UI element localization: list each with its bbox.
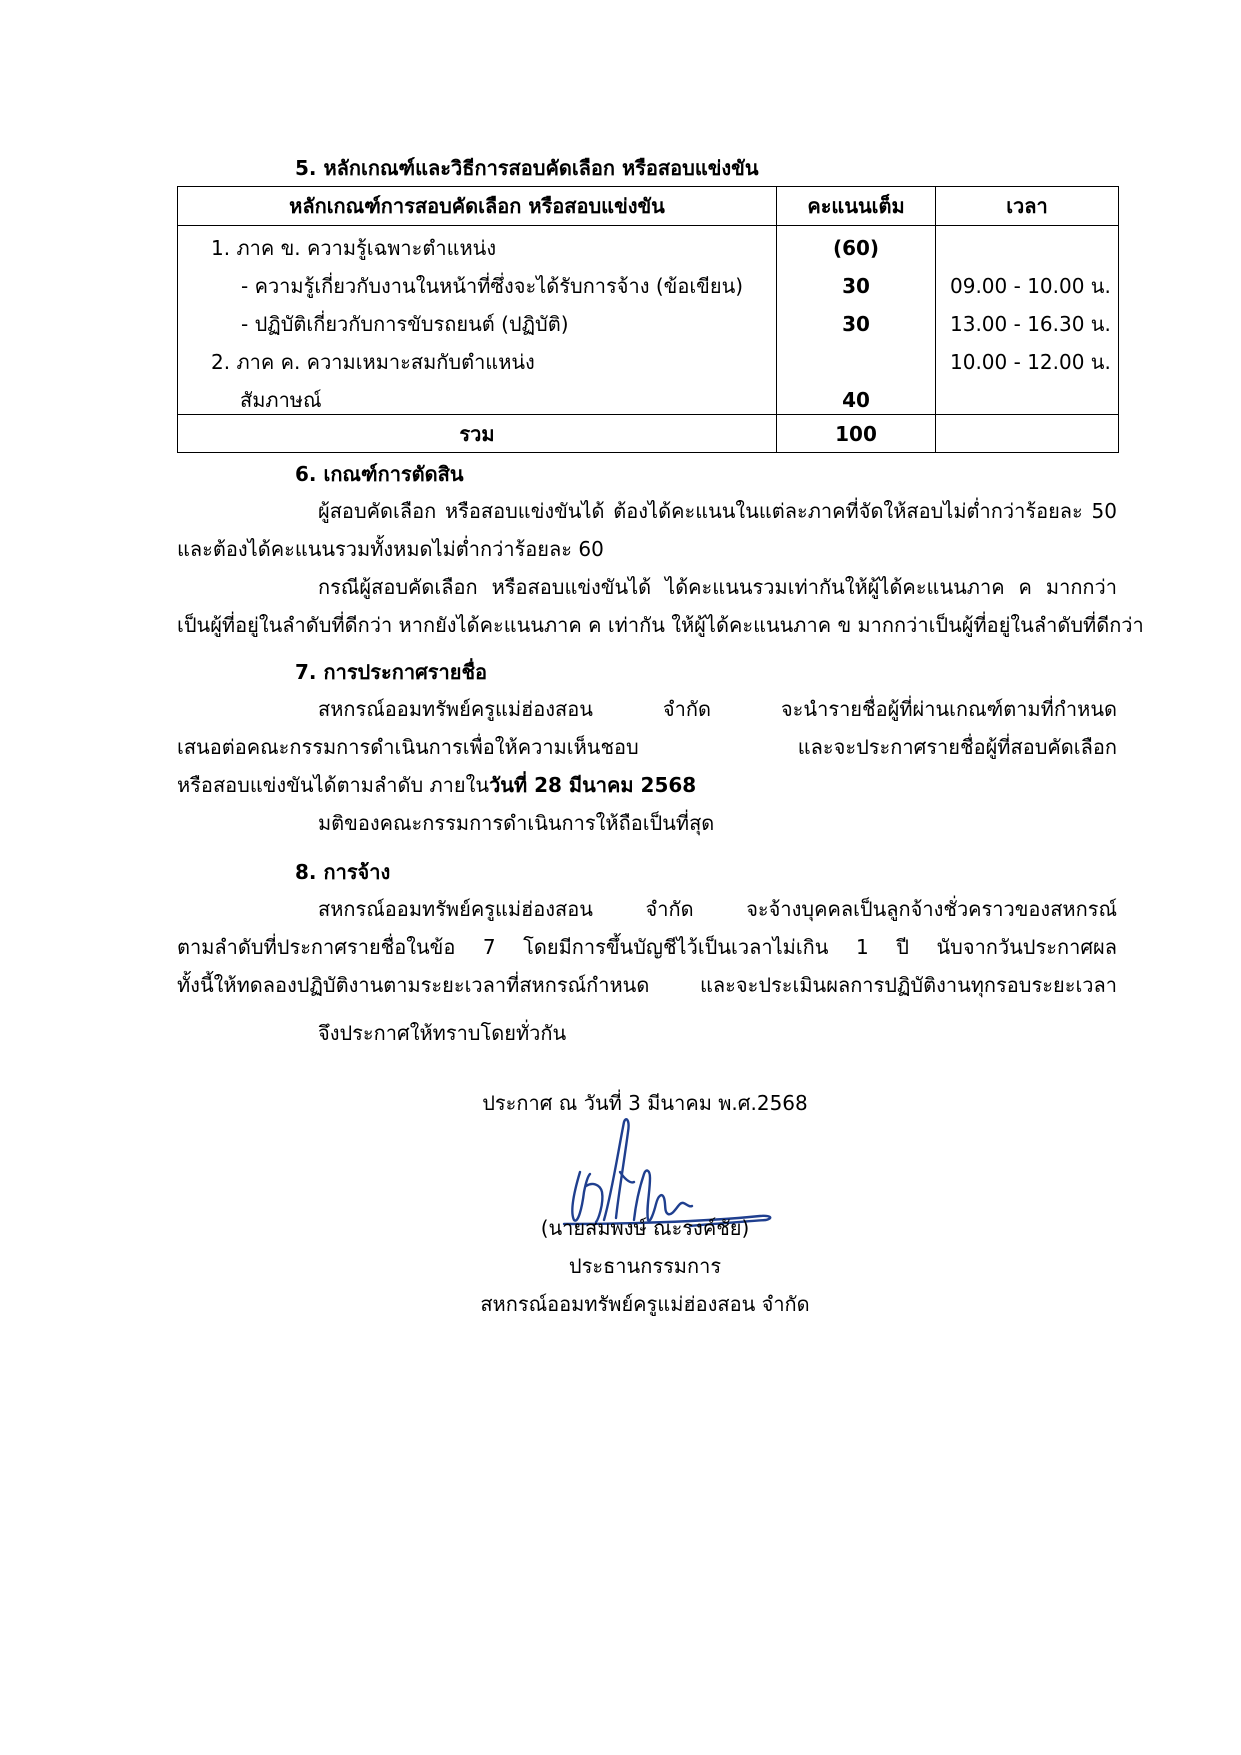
criterion-part-b: 1. ภาค ข. ความรู้เฉพาะตำแหน่ง xyxy=(211,236,497,260)
time-written: 09.00 - 10.00 น. xyxy=(950,274,1111,298)
section7-line1: สหกรณ์ออมทรัพย์ครูแม่ฮ่องสอน จำกัด จะนำรายชื่อผู้ที่ผ่านเกณฑ์ตามที่กำหนด xyxy=(318,697,1117,721)
section6-p2-line2: เป็นผู้ที่อยู่ในลำดับที่ดีกว่า หากยังได้คะแนนภาค ค เท่ากัน ให้ผู้ได้คะแนนภาค ข มากกว่าเป็นผู้ที่อยู่ในลำดับที่ดีกว่า xyxy=(177,613,1144,637)
criteria-table xyxy=(177,186,1119,453)
section5-heading: 5. หลักเกณฑ์และวิธีการสอบคัดเลือก หรือสอบแข่งขัน xyxy=(295,156,759,180)
section7-body xyxy=(177,690,1117,842)
header-time: เวลา xyxy=(936,187,1119,226)
section8-heading: 8. การจ้าง xyxy=(295,860,391,884)
signatory-position: ประธานกรรมการ xyxy=(568,1254,722,1278)
announcement-date: วันที่ 28 มีนาคม 2568 xyxy=(489,773,697,797)
total-label: รวม xyxy=(178,415,777,453)
closing-statement: จึงประกาศให้ทราบโดยทั่วกัน xyxy=(318,1021,567,1045)
criterion-practical: - ปฏิบัติเกี่ยวกับการขับรถยนต์ (ปฏิบัติ) xyxy=(241,312,569,336)
criterion-interview: สัมภาษณ์ xyxy=(240,388,322,412)
section8-body xyxy=(177,890,1117,1004)
signatory-name: (นายสมพงษ์ ณะรงค์ชัย) xyxy=(540,1216,750,1240)
section6-heading: 6. เกณฑ์การตัดสิน xyxy=(295,462,464,486)
section7-heading: 7. การประกาศรายชื่อ xyxy=(295,660,488,684)
header-full-score: คะแนนเต็ม xyxy=(777,187,936,226)
signature-image xyxy=(560,1112,790,1232)
section7-line3 xyxy=(177,766,1117,804)
section7-line2: เสนอต่อคณะกรรมการดำเนินการเพื่อให้ความเห็นชอบ และจะประกาศรายชื่อผู้ที่สอบคัดเลือก xyxy=(177,735,1117,759)
table-header-row xyxy=(178,187,1119,226)
table-body-row xyxy=(178,226,1119,415)
announcement-date-line: ประกาศ ณ วันที่ 3 มีนาคม พ.ศ.2568 xyxy=(482,1091,808,1115)
section6-p2-line1: กรณีผู้สอบคัดเลือก หรือสอบแข่งขันได้ ได้คะแนนรวมเท่ากันให้ผู้ได้คะแนนภาค ค มากกว่า xyxy=(318,575,1117,599)
section6-body xyxy=(177,492,1144,644)
section6-p1-line1: ผู้สอบคัดเลือก หรือสอบแข่งขันได้ ต้องได้คะแนนในแต่ละภาคที่จัดให้สอบไม่ต่ำกว่าร้อยละ 50 xyxy=(318,499,1117,523)
section7-line3-prefix: หรือสอบแข่งขันได้ตามลำดับ ภายใน xyxy=(177,773,490,797)
section8-line3: ทั้งนี้ให้ทดลองปฏิบัติงานตามระยะเวลาที่สหกรณ์กำหนด และจะประเมินผลการปฏิบัติงานทุกรอบระยะเวลา xyxy=(177,973,1117,997)
time-part-c: 10.00 - 12.00 น. xyxy=(950,350,1111,374)
header-criteria: หลักเกณฑ์การสอบคัดเลือก หรือสอบแข่งขัน xyxy=(178,187,777,226)
time-practical: 13.00 - 16.30 น. xyxy=(950,312,1111,336)
section8-line2: ตามลำดับที่ประกาศรายชื่อในข้อ 7 โดยมีการขึ้นบัญชีไว้เป็นเวลาไม่เกิน 1 ปี นับจากวันประกาศผล xyxy=(177,935,1117,959)
criterion-part-c: 2. ภาค ค. ความเหมาะสมกับตำแหน่ง xyxy=(211,350,535,374)
table-total-row xyxy=(178,415,1119,453)
criterion-written: - ความรู้เกี่ยวกับงานในหน้าที่ซึ่งจะได้รับการจ้าง (ข้อเขียน) xyxy=(241,274,744,298)
score-interview: 40 xyxy=(842,388,870,412)
score-practical: 30 xyxy=(842,312,870,336)
section7-line4: มติของคณะกรรมการดำเนินการให้ถือเป็นที่สุด xyxy=(318,811,715,835)
signatory-organization: สหกรณ์ออมทรัพย์ครูแม่ฮ่องสอน จำกัด xyxy=(480,1292,810,1316)
total-score: 100 xyxy=(777,415,936,453)
score-written: 30 xyxy=(842,274,870,298)
section6-p1-line2: และต้องได้คะแนนรวมทั้งหมดไม่ต่ำกว่าร้อยละ 60 xyxy=(177,537,604,561)
total-time xyxy=(936,415,1119,453)
section8-line1: สหกรณ์ออมทรัพย์ครูแม่ฮ่องสอน จำกัด จะจ้างบุคคลเป็นลูกจ้างชั่วคราวของสหกรณ์ xyxy=(318,897,1117,921)
score-part-b: (60) xyxy=(832,236,880,260)
